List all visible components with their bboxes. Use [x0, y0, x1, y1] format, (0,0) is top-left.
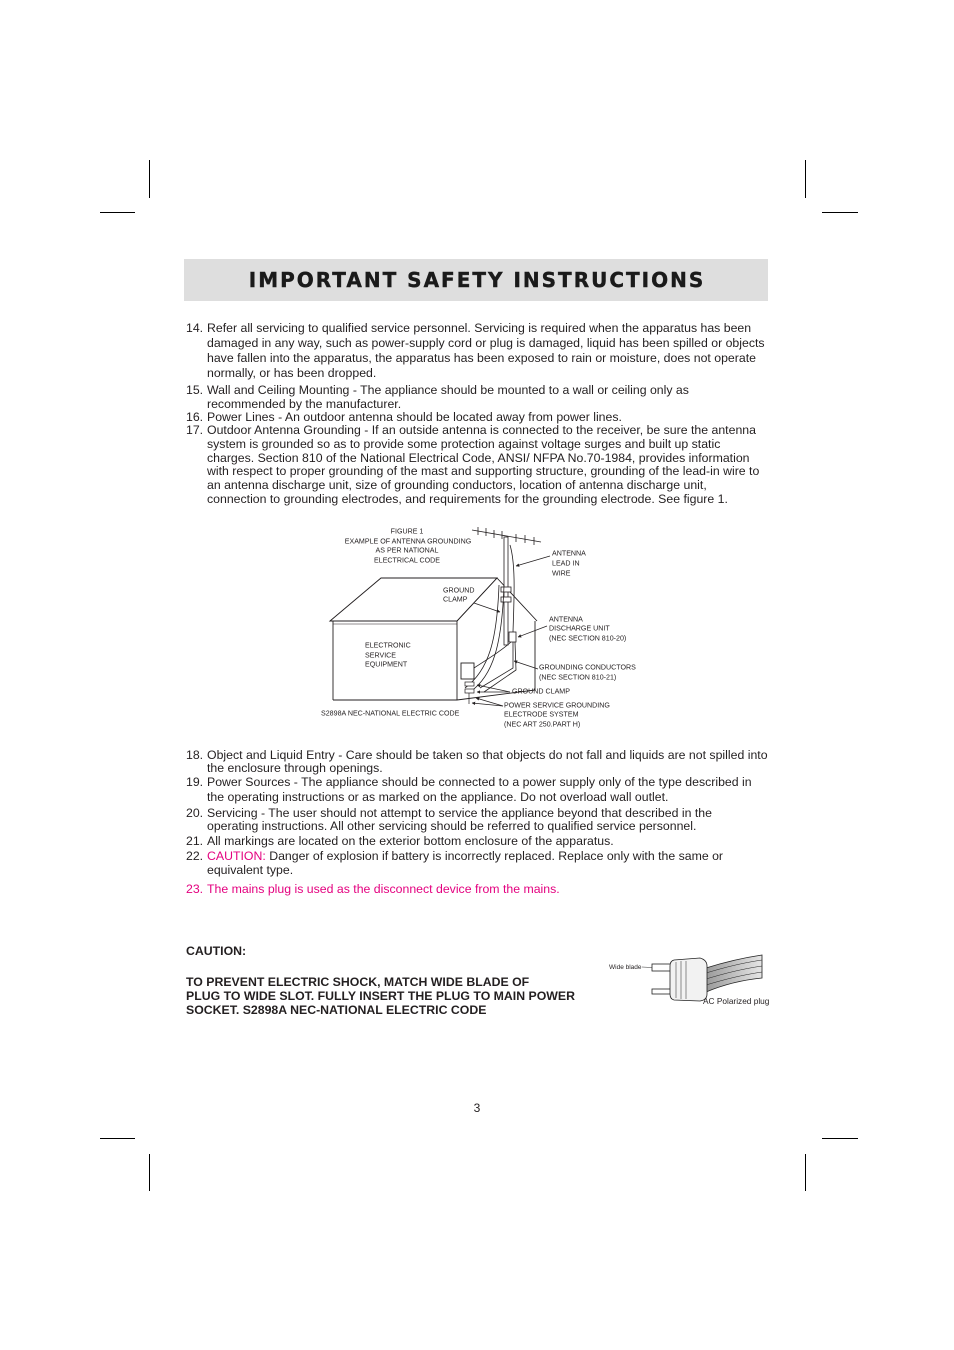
- caution-heading: CAUTION:: [186, 944, 247, 958]
- plug-caption: AC Polarized plug: [703, 996, 770, 1006]
- power-service-label: (NEC ART 250.PART H): [504, 720, 581, 729]
- equipment-label: EQUIPMENT: [365, 660, 408, 669]
- figure-caption: AS PER NATIONAL: [375, 546, 439, 555]
- figure-caption: FIGURE 1: [390, 527, 424, 536]
- instruction-15: [186, 383, 689, 411]
- lead-in-label: WIRE: [552, 569, 571, 578]
- item-text: Refer all servicing to qualified service personnel. Servicing is required when the apparatus has been: [207, 321, 752, 335]
- code-note: S2898A NEC-NATIONAL ELECTRIC CODE: [321, 709, 460, 718]
- item-number: 14.: [186, 321, 204, 335]
- lead-in-label: ANTENNA: [552, 549, 586, 558]
- instruction-23: [186, 882, 560, 896]
- discharge-unit-label: (NEC SECTION 810-20): [549, 634, 627, 643]
- discharge-unit-label: ANTENNA: [549, 615, 583, 624]
- instruction-14: [186, 321, 765, 381]
- item-number: 18.: [186, 747, 204, 762]
- item-text: normally, or has been dropped.: [207, 366, 377, 380]
- item-text: equivalent type.: [207, 863, 294, 877]
- equipment-label: ELECTRONIC: [365, 641, 411, 650]
- item-text: Power Sources - The appliance should be connected to a power supply only of the type described in: [207, 774, 752, 789]
- page-title: IMPORTANT SAFETY INSTRUCTIONS: [248, 268, 706, 292]
- ground-electrode: [465, 682, 474, 704]
- instruction-19: [186, 775, 752, 805]
- antenna-grounding-figure: [310, 520, 637, 735]
- crop-mark: [100, 1138, 135, 1139]
- discharge-unit-label: DISCHARGE UNIT: [549, 624, 610, 633]
- caution-label: CAUTION:: [207, 849, 266, 863]
- ground-clamp-bottom-label: GROUND CLAMP: [512, 687, 570, 696]
- item-text: recommended by the manufacturer.: [207, 397, 402, 411]
- item-text: Danger of explosion if battery is incorrectly replaced. Replace only with the same or: [269, 849, 724, 863]
- crop-mark: [805, 160, 806, 198]
- crop-mark: [822, 1138, 858, 1139]
- title-bar: [184, 259, 768, 301]
- item-text: system is grounded so as to provide some protection against voltage surges and built up static: [207, 436, 721, 451]
- item-number: 23.: [186, 882, 204, 896]
- item-text: an antenna discharge unit, size of grounding conductors, location of antenna discharge unit,: [207, 478, 707, 493]
- item-number: 15.: [186, 383, 204, 397]
- crop-mark: [805, 1154, 806, 1191]
- item-number: 22.: [186, 849, 204, 863]
- item-text: with respect to proper grounding of the mast and supporting structure, grounding of the lead-in wire to: [207, 464, 760, 479]
- item-text: Servicing - The user should not attempt to service the appliance beyond that described in the: [207, 805, 712, 820]
- item-text: operating instructions. All other servicing should be referred to qualified service personnel.: [207, 818, 697, 833]
- polarized-plug-illustration: [605, 950, 775, 1012]
- item-text: charges. Section 810 of the National Electrical Code, ANSI/ NFPA No.70-1984, provides information: [207, 450, 750, 465]
- instruction-20: [186, 807, 712, 833]
- crop-mark: [100, 212, 135, 213]
- caution-line: TO PREVENT ELECTRIC SHOCK, MATCH WIDE BLADE OF: [186, 975, 530, 989]
- figure-caption: ELECTRICAL CODE: [374, 556, 440, 565]
- item-number: 19.: [186, 774, 204, 789]
- figure-caption: EXAMPLE OF ANTENNA GROUNDING: [344, 537, 472, 546]
- plug-icon: [652, 955, 762, 1001]
- power-service-label: ELECTRODE SYSTEM: [504, 710, 579, 719]
- instruction-18: [186, 749, 768, 775]
- item-text: connection to grounding electrodes, and requirements for the grounding electrode. See figure 1.: [207, 491, 728, 506]
- item-number: 20.: [186, 805, 204, 820]
- instruction-17: [186, 424, 759, 507]
- item-number: 21.: [186, 834, 204, 848]
- ground-clamp-label: GROUND: [443, 586, 475, 595]
- item-text: the enclosure through openings.: [207, 760, 383, 775]
- item-text: All markings are located on the exterior bottom enclosure of the apparatus.: [207, 834, 614, 848]
- item-text: the operating instructions or as marked on the appliance. Do not overload wall outlet.: [207, 789, 669, 804]
- equipment-label: SERVICE: [365, 651, 397, 660]
- caution-line: SOCKET. S2898A NEC-NATIONAL ELECTRIC CODE: [186, 1003, 487, 1017]
- item-text: have fallen into the apparatus, the apparatus has been exposed to rain or moisture, does not operate: [207, 351, 756, 365]
- crop-mark: [149, 160, 150, 198]
- grounding-conductors-label: (NEC SECTION 810-21): [539, 673, 617, 682]
- instruction-21: [186, 834, 614, 848]
- item-text: damaged in any way, such as power-supply cord or plug is damaged, liquid has been spilled or objects: [207, 336, 765, 350]
- caution-line: PLUG TO WIDE SLOT. FULLY INSERT THE PLUG TO MAIN POWER: [186, 989, 575, 1003]
- crop-mark: [822, 212, 858, 213]
- crop-mark: [149, 1154, 150, 1191]
- ground-clamp-label: CLAMP: [443, 595, 468, 604]
- page-number: 3: [473, 1101, 481, 1115]
- item-text: Power Lines - An outdoor antenna should be located away from power lines.: [207, 410, 622, 424]
- item-number: 16.: [186, 410, 204, 424]
- equipment-box: [461, 663, 474, 679]
- wide-blade-label: Wide blade: [609, 964, 642, 971]
- caution-text: [186, 975, 575, 1017]
- lead-in-label: LEAD IN: [552, 559, 580, 568]
- power-service-label: POWER SERVICE GROUNDING: [504, 701, 610, 710]
- item-number: 17.: [186, 423, 204, 437]
- item-text: Outdoor Antenna Grounding - If an outside antenna is connected to the receiver, be sure the antenna: [207, 423, 756, 437]
- item-text: Object and Liquid Entry - Care should be taken so that objects do not fall and liquids are not spilled into: [207, 747, 768, 762]
- item-text: Wall and Ceiling Mounting - The appliance should be mounted to a wall or ceiling only as: [207, 383, 689, 397]
- grounding-conductors-label: GROUNDING CONDUCTORS: [539, 663, 636, 672]
- instruction-16: [186, 410, 622, 424]
- instruction-22: [186, 849, 723, 877]
- item-text: The mains plug is used as the disconnect device from the mains.: [207, 882, 560, 896]
